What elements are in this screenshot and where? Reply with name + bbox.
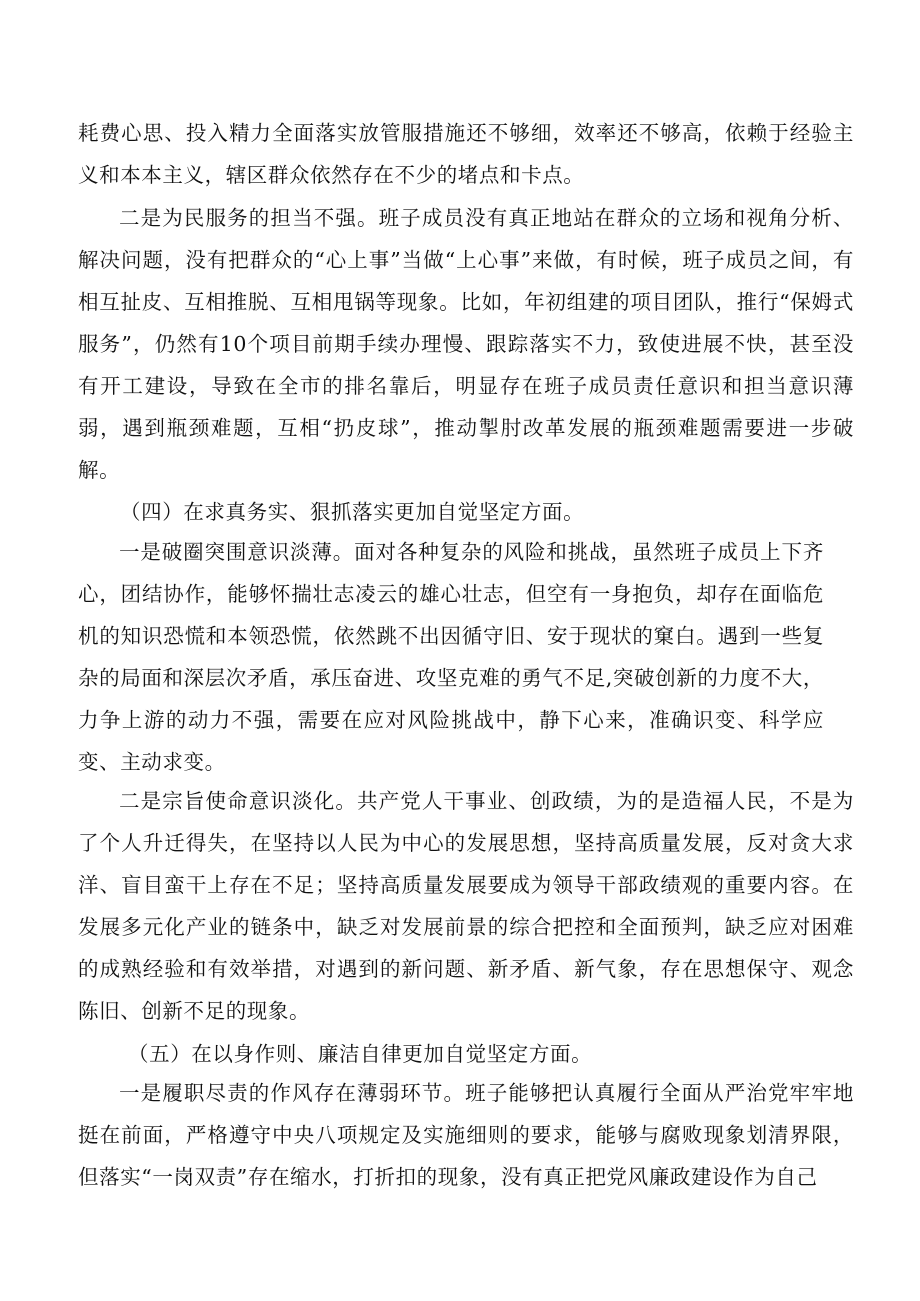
paragraph-continuation: 耗费心思、投入精力全面落实放管服措施还不够细，效率还不够高，依赖于经验主义和本本主义，辖区群众依然存在不少的堵点和卡点。 [78, 121, 854, 187]
section-heading-4: （四）在求真务实、狠抓落实更加自觉坚定方面。 [120, 500, 585, 524]
section-heading-5: （五）在以身作则、廉洁自律更加自觉坚定方面。 [128, 1042, 593, 1066]
paragraph-breakthrough-awareness: 一是破圈突围意识淡薄。面对各种复杂的风险和挑战，虽然班子成员上下齐心，团结协作，能够怀揣壮志凌云的雄心壮志，但空有一身抱负，却存在面临危机的知识恐慌和本领恐慌，依然跳不出因循守旧、安于现状的窠白。遇到一些复杂的局面和深层次矛盾，承压奋进、攻坚克难的勇气不足,突破创新的力度不大，力争上游的动力不强，需要在应对风险挑战中，静下心来，准确识变、科学应变、主动求变。 [78, 540, 824, 774]
paragraph-mission-awareness: 二是宗旨使命意识淡化。共产党人干事业、创政绩，为的是造福人民，不是为了个人升迁得失，在坚持以人民为中心的发展思想，坚持高质量发展，反对贪大求洋、盲目蛮干上存在不足；坚持高质量发展要成为领导干部政绩观的重要内容。在发展多元化产业的链条中，缺乏对发展前景的综合把控和全面预判，缺乏应对困难的成熟经验和有效举措，对遇到的新问题、新矛盾、新气象，存在思想保守、观念陈旧、创新不足的现象。 [78, 789, 854, 1023]
paragraph-duty-fulfillment: 一是履职尽责的作风存在薄弱环节。班子能够把认真履行全面从严治党牢牢地挺在前面，严格遵守中央八项规定及实施细则的要求，能够与腐败现象划清界限，但落实“一岗双责”存在缩水，打折扣的现象，没有真正把党风廉政建设作为自己 [78, 1081, 854, 1189]
paragraph-service-responsibility: 二是为民服务的担当不强。班子成员没有真正地站在群众的立场和视角分析、解决问题，没有把群众的“心上事”当做“上心事”来做，有时候，班子成员之间，有相互扯皮、互相推脱、互相甩锅等现象。比如，年初组建的项目团队，推行“保姆式服务”，仍然有10个项目前期手续办理慢、跟踪落实不力，致使进展不快，甚至没有开工建设，导致在全市的排名靠后，明显存在班子成员责任意识和担当意识薄弱，遇到瓶颈难题，互相“扔皮球”，推动掣肘改革发展的瓶颈难题需要进一步破解。 [78, 206, 854, 482]
